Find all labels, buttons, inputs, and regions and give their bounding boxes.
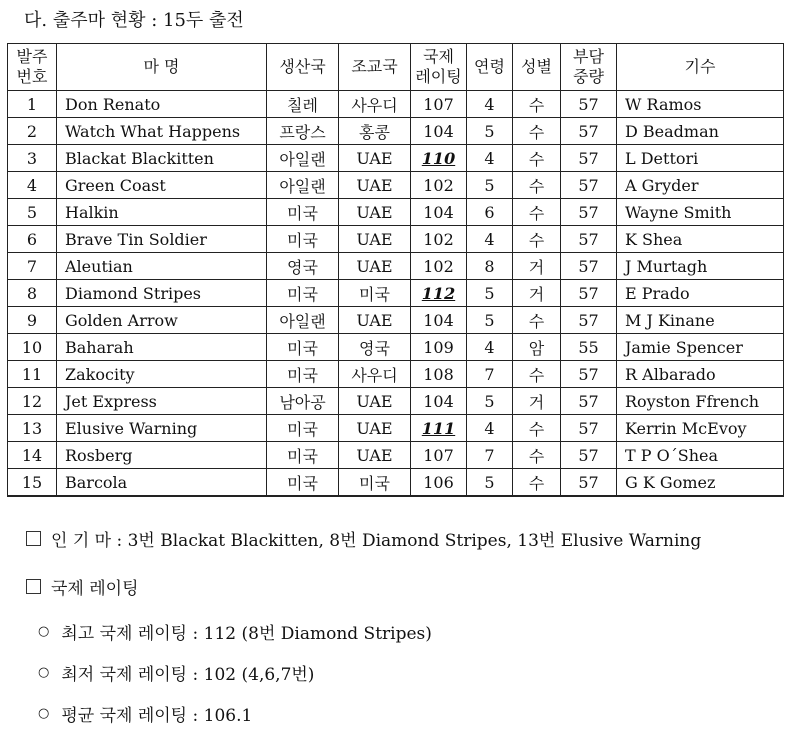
checkbox-icon [26,579,41,594]
cell-weight: 57 [561,388,617,415]
cell-name: Baharah [57,334,267,361]
cell-sex: 거 [513,253,561,280]
checkbox-icon [26,531,41,546]
cell-age: 6 [467,199,513,226]
cell-training: UAE [339,415,411,442]
cell-jockey: R Albarado [617,361,784,388]
cell-sex: 수 [513,172,561,199]
table-row [8,388,784,415]
cell-sex: 수 [513,415,561,442]
circle-bullet-icon: ○ [38,624,50,639]
cell-training: UAE [339,442,411,469]
cell-weight: 57 [561,226,617,253]
cell-sex: 수 [513,307,561,334]
cell-rating: 107 [411,91,467,118]
cell-origin: 남아공 [267,388,339,415]
cell-age: 4 [467,91,513,118]
table-row [8,469,784,497]
cell-no: 15 [8,469,57,497]
rating-section-title: 국제 레이팅 [51,579,139,599]
cell-no: 2 [8,118,57,145]
cell-age: 4 [467,226,513,253]
cell-training: 사우디 [339,91,411,118]
cell-sex: 수 [513,199,561,226]
header-origin: 생산국 [267,44,339,91]
cell-age: 4 [467,334,513,361]
cell-sex: 수 [513,145,561,172]
cell-age: 5 [467,172,513,199]
cell-training: UAE [339,172,411,199]
cell-age: 7 [467,361,513,388]
cell-name: Zakocity [57,361,267,388]
cell-no: 6 [8,226,57,253]
cell-name: Jet Express [57,388,267,415]
cell-no: 5 [8,199,57,226]
cell-jockey: K Shea [617,226,784,253]
cell-sex: 수 [513,442,561,469]
cell-jockey: D Beadman [617,118,784,145]
table-row [8,172,784,199]
rating-section-heading [26,574,139,599]
circle-bullet-icon: ○ [38,665,50,680]
cell-no: 4 [8,172,57,199]
header-jockey: 기수 [617,44,784,91]
cell-training: UAE [339,199,411,226]
cell-weight: 57 [561,361,617,388]
cell-no: 13 [8,415,57,442]
cell-name: Halkin [57,199,267,226]
cell-age: 5 [467,469,513,497]
cell-sex: 거 [513,280,561,307]
cell-sex: 수 [513,361,561,388]
cell-sex: 거 [513,388,561,415]
table-row [8,199,784,226]
cell-jockey: Jamie Spencer [617,334,784,361]
cell-weight: 57 [561,253,617,280]
table-row [8,415,784,442]
cell-origin: 미국 [267,469,339,497]
header-no: 발주 번호 [8,44,57,91]
table-row [8,226,784,253]
cell-training: UAE [339,307,411,334]
header-age: 연령 [467,44,513,91]
cell-training: 홍콩 [339,118,411,145]
cell-rating: 106 [411,469,467,497]
cell-age: 4 [467,415,513,442]
header-training: 조교국 [339,44,411,91]
header-sex: 성별 [513,44,561,91]
cell-name: Don Renato [57,91,267,118]
cell-training: 미국 [339,280,411,307]
cell-origin: 미국 [267,415,339,442]
cell-jockey: M J Kinane [617,307,784,334]
cell-name: Watch What Happens [57,118,267,145]
cell-origin: 미국 [267,226,339,253]
cell-origin: 아일랜 [267,145,339,172]
cell-rating: 104 [411,118,467,145]
table-row [8,307,784,334]
cell-training: UAE [339,145,411,172]
cell-jockey: Kerrin McEvoy [617,415,784,442]
header-weight: 부담 중량 [561,44,617,91]
cell-jockey: Royston Ffrench [617,388,784,415]
header-name: 마 명 [57,44,267,91]
cell-weight: 57 [561,172,617,199]
favorites-note [26,526,701,551]
cell-origin: 미국 [267,361,339,388]
cell-origin: 미국 [267,280,339,307]
runners-table [7,43,784,497]
cell-no: 12 [8,388,57,415]
header-rating: 국제 레이팅 [411,44,467,91]
cell-weight: 57 [561,469,617,497]
cell-no: 11 [8,361,57,388]
cell-sex: 수 [513,118,561,145]
cell-rating: 110 [411,145,467,172]
cell-rating: 109 [411,334,467,361]
cell-name: Rosberg [57,442,267,469]
table-row [8,280,784,307]
cell-sex: 암 [513,334,561,361]
cell-training: 사우디 [339,361,411,388]
runners-table-body [8,91,784,497]
cell-rating: 104 [411,388,467,415]
cell-no: 9 [8,307,57,334]
cell-name: Brave Tin Soldier [57,226,267,253]
cell-weight: 57 [561,118,617,145]
cell-origin: 미국 [267,442,339,469]
cell-rating: 102 [411,226,467,253]
cell-weight: 57 [561,280,617,307]
cell-weight: 57 [561,307,617,334]
cell-age: 5 [467,280,513,307]
cell-origin: 프랑스 [267,118,339,145]
cell-sex: 수 [513,91,561,118]
table-row [8,91,784,118]
cell-jockey: L Dettori [617,145,784,172]
table-row [8,118,784,145]
cell-age: 5 [467,388,513,415]
cell-rating: 102 [411,172,467,199]
cell-weight: 55 [561,334,617,361]
cell-jockey: W Ramos [617,91,784,118]
cell-jockey: A Gryder [617,172,784,199]
circle-bullet-icon: ○ [38,706,50,721]
cell-name: Blackat Blackitten [57,145,267,172]
cell-rating: 111 [411,415,467,442]
cell-weight: 57 [561,415,617,442]
cell-age: 7 [467,442,513,469]
cell-weight: 57 [561,145,617,172]
cell-weight: 57 [561,91,617,118]
cell-sex: 수 [513,469,561,497]
cell-age: 5 [467,118,513,145]
table-header-row [8,44,784,91]
table-row [8,145,784,172]
cell-origin: 미국 [267,334,339,361]
cell-no: 10 [8,334,57,361]
cell-training: UAE [339,388,411,415]
cell-age: 8 [467,253,513,280]
cell-sex: 수 [513,226,561,253]
cell-training: UAE [339,253,411,280]
table-row [8,253,784,280]
cell-jockey: E Prado [617,280,784,307]
cell-origin: 아일랜 [267,307,339,334]
cell-origin: 칠레 [267,91,339,118]
cell-no: 14 [8,442,57,469]
cell-origin: 영국 [267,253,339,280]
cell-jockey: Wayne Smith [617,199,784,226]
cell-rating: 104 [411,307,467,334]
cell-jockey: T P O´Shea [617,442,784,469]
table-row [8,334,784,361]
cell-age: 4 [467,145,513,172]
cell-rating: 108 [411,361,467,388]
rating-item-lowest: ○ 최저 국제 레이팅 : 102 (4,6,7번) [38,665,315,685]
cell-rating: 102 [411,253,467,280]
cell-no: 3 [8,145,57,172]
rating-item-highest: ○ 최고 국제 레이팅 : 112 (8번 Diamond Stripes) [38,624,432,644]
cell-no: 1 [8,91,57,118]
cell-name: Green Coast [57,172,267,199]
cell-weight: 57 [561,442,617,469]
cell-rating: 107 [411,442,467,469]
cell-no: 7 [8,253,57,280]
cell-training: 영국 [339,334,411,361]
cell-name: Barcola [57,469,267,497]
cell-training: 미국 [339,469,411,497]
cell-origin: 아일랜 [267,172,339,199]
table-row [8,442,784,469]
cell-name: Elusive Warning [57,415,267,442]
cell-weight: 57 [561,199,617,226]
cell-no: 8 [8,280,57,307]
cell-name: Diamond Stripes [57,280,267,307]
cell-jockey: J Murtagh [617,253,784,280]
cell-rating: 104 [411,199,467,226]
cell-age: 5 [467,307,513,334]
table-row [8,361,784,388]
cell-origin: 미국 [267,199,339,226]
cell-name: Golden Arrow [57,307,267,334]
cell-name: Aleutian [57,253,267,280]
cell-rating: 112 [411,280,467,307]
cell-training: UAE [339,226,411,253]
section-title: 다. 출주마 현황 : 15두 출전 [24,10,244,31]
rating-item-average: ○ 평균 국제 레이팅 : 106.1 [38,706,253,726]
favorites-text: 인 기 마 : 3번 Blackat Blackitten, 8번 Diamond Stripes, 13번 Elusive Warning [51,531,702,551]
cell-jockey: G K Gomez [617,469,784,497]
